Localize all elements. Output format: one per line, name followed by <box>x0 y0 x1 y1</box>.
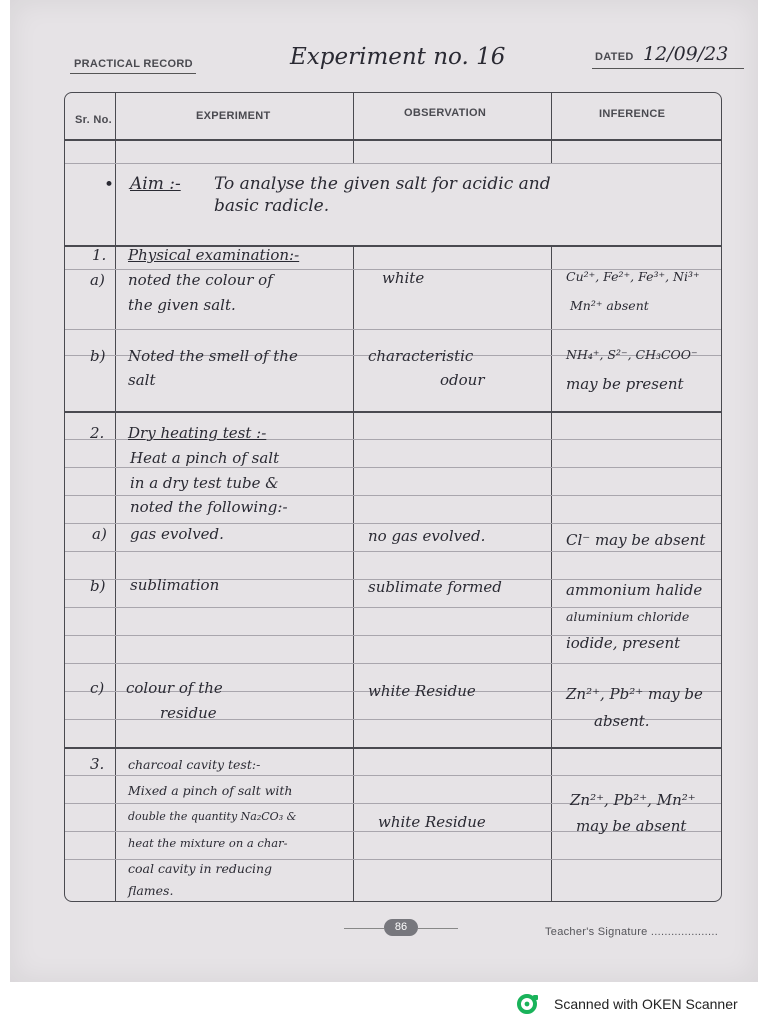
inf-2a: Cl⁻ may be absent <box>566 531 706 549</box>
inf-2c-line2: absent. <box>594 712 650 730</box>
inf-2b-line3: iodide, present <box>566 634 681 652</box>
col-header-sr-no: Sr. No. <box>75 114 112 126</box>
column-divider <box>551 93 552 163</box>
inf-3-line2: may be absent <box>576 817 687 835</box>
section-rule <box>65 747 721 749</box>
inf-1a-line1: Cu²⁺, Fe²⁺, Fe³⁺, Ni³⁺ <box>566 269 700 284</box>
inf-2c-line1: Zn²⁺, Pb²⁺ may be <box>566 685 703 703</box>
exp-2-line4: noted the following:- <box>130 498 288 516</box>
exp-2b: sublimation <box>130 576 220 594</box>
exp-1a-line1: noted the colour of <box>128 271 273 289</box>
sr-1b: b) <box>90 347 106 365</box>
rule-line <box>65 163 721 164</box>
inf-1a-line2: Mn²⁺ absent <box>570 298 649 313</box>
col-header-observation: OBSERVATION <box>404 107 487 119</box>
dated-underline <box>592 68 744 69</box>
obs-1b-line1: characteristic <box>368 347 474 365</box>
exp-2-line3: in a dry test tube & <box>130 474 279 492</box>
inf-2b-line2: aluminium chloride <box>566 609 690 624</box>
exp-1-heading: Physical examination:- <box>128 246 300 264</box>
section-rule <box>65 411 721 413</box>
teachers-signature: Teacher's Signature .................... <box>545 926 719 938</box>
inf-1b-line2: may be present <box>566 375 684 393</box>
scanner-watermark-text: Scanned with OKEN Scanner <box>554 996 738 1012</box>
column-divider <box>115 93 116 901</box>
exp-3-line4: heat the mixture on a char- <box>128 836 288 850</box>
exp-1a-line2: the given salt. <box>128 296 236 314</box>
sr-2b: b) <box>90 577 106 595</box>
inf-2b-line1: ammonium halide <box>566 581 703 599</box>
sr-2c: c) <box>90 679 105 697</box>
obs-2b: sublimate formed <box>368 578 502 596</box>
aim-label: Aim :- <box>130 174 181 194</box>
exp-2-line1: Dry heating test :- <box>128 424 267 442</box>
aim-text-line2: basic radicle. <box>214 196 330 216</box>
column-divider <box>353 93 354 163</box>
sr-1: 1. <box>92 246 107 264</box>
exp-3-line1: charcoal cavity test:- <box>128 757 261 772</box>
sr-3: 3. <box>90 755 105 773</box>
exp-3-line3: double the quantity Na₂CO₃ & <box>128 810 297 823</box>
dated-label: DATED <box>595 51 634 63</box>
rule-line <box>65 663 721 664</box>
page-number-rule-left <box>344 928 384 929</box>
obs-3: white Residue <box>378 813 486 831</box>
exp-1b-line1: Noted the smell of the <box>128 347 298 365</box>
exp-3-line5: coal cavity in reducing <box>128 861 273 876</box>
exp-1b-line2: salt <box>128 371 156 389</box>
obs-1b-line2: odour <box>440 371 485 389</box>
col-header-experiment: EXPERIMENT <box>196 110 271 122</box>
sr-2a: a) <box>92 525 107 543</box>
rule-line <box>65 329 721 330</box>
oken-scanner-logo-icon <box>516 992 540 1016</box>
aim-text-line1: To analyse the given salt for acidic and <box>214 174 551 194</box>
exp-2c-line2: residue <box>160 704 217 722</box>
exp-3-line2: Mixed a pinch of salt with <box>128 783 293 798</box>
col-header-inference: INFERENCE <box>599 108 666 120</box>
exp-2a: gas evolved. <box>130 525 224 543</box>
inf-1b-line1: NH₄⁺, S²⁻, CH₃COO⁻ <box>566 347 698 362</box>
exp-2c-line1: colour of the <box>126 679 223 697</box>
obs-2a: no gas evolved. <box>368 527 486 545</box>
exp-3-line6: flames. <box>128 883 174 898</box>
inf-3-line1: Zn²⁺, Pb²⁺, Mn²⁺ <box>570 791 696 809</box>
practical-record-underline <box>70 73 196 74</box>
sr-2: 2. <box>90 424 105 442</box>
practical-record-label: PRACTICAL RECORD <box>74 58 193 70</box>
obs-1a: white <box>382 269 425 287</box>
obs-2c: white Residue <box>368 682 476 700</box>
date-value: 12/09/23 <box>643 43 729 65</box>
aim-bullet: • <box>104 175 115 195</box>
page-number: 86 <box>384 919 418 936</box>
exp-2-line2: Heat a pinch of salt <box>130 449 280 467</box>
header-rule <box>65 139 721 141</box>
page-number-rule-right <box>418 928 458 929</box>
experiment-title: Experiment no. 16 <box>290 44 506 70</box>
sr-1a: a) <box>90 271 105 289</box>
